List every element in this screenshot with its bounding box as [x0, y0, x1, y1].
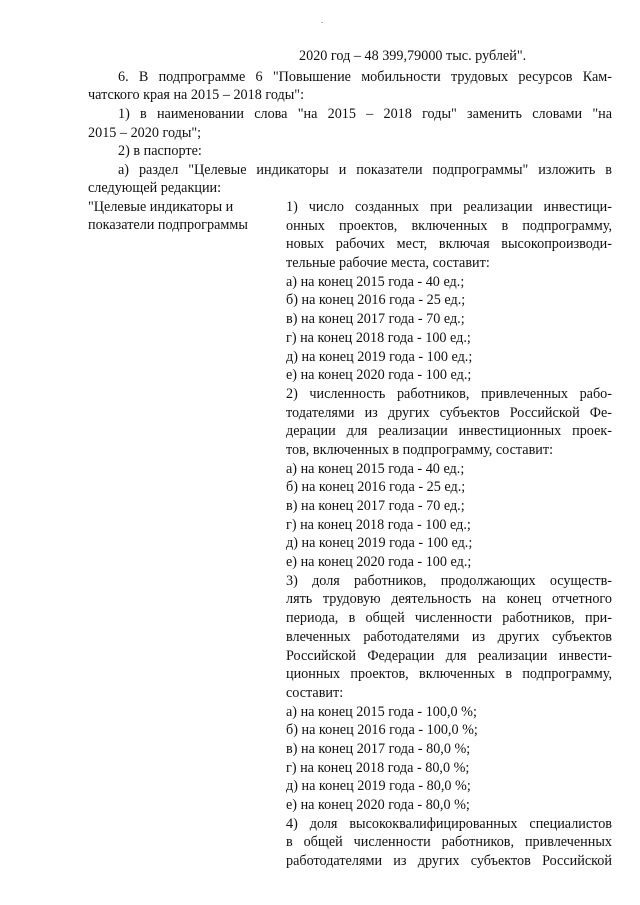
indicator-line: е) на конец 2020 года - 100 ед.;: [286, 554, 472, 571]
indicator-line: е) на конец 2020 года - 100 ед.;: [286, 367, 472, 384]
indicator-line: в) на конец 2017 года - 70 ед.;: [286, 311, 465, 328]
indicator-line: г) на конец 2018 года - 80,0 %;: [286, 759, 470, 776]
scan-speck: [321, 22, 323, 23]
budget-line: 2020 год – 48 399,79000 тыс. рублей".: [299, 48, 527, 64]
indicator-line: г) на конец 2018 года - 100 ед.;: [286, 516, 471, 533]
indicator-line: в общей численности работников, привлеченных: [286, 834, 612, 851]
indicator-line: е) на конец 2020 года - 80,0 %;: [286, 797, 470, 813]
indicators-content: [286, 198, 612, 871]
indicator-line: 3) доля работников, продолжающих осуществ-: [286, 572, 612, 589]
indicator-line: 4) доля высококвалифицированных специалистов: [286, 815, 612, 832]
indicator-line: работодателями из других субъектов Российской: [286, 853, 612, 870]
item-1-text-cont: 2015 – 2020 годы";: [88, 125, 202, 141]
item-1-text: 1) в наименовании слова "на 2015 – 2018 годы" заменить словами "на: [118, 106, 612, 122]
indicator-line: в) на конец 2017 года - 70 ед.;: [286, 498, 465, 514]
indicator-line: ционных проектов, включенных в подпрограмму,: [286, 666, 612, 683]
indicator-line: б) на конец 2016 года - 25 ед.;: [286, 479, 466, 496]
paragraph-6-heading-cont: чатского края на 2015 – 2018 годы":: [88, 87, 305, 103]
indicator-line: периода, в общей численности работников, при-: [286, 610, 612, 627]
indicator-line: д) на конец 2019 года - 100 ед.;: [286, 535, 473, 552]
indicator-line: б) на конец 2016 года - 100,0 %;: [286, 722, 478, 739]
indicator-line: дерации для реализации инвестиционных проек-: [286, 423, 612, 440]
paragraph-6-heading: 6. В подпрограмме 6 "Повышение мобильности трудовых ресурсов Кам-: [118, 69, 612, 85]
indicator-line: влеченных работодателями из других субъектов: [286, 628, 612, 645]
indicator-line: 1) число созданных при реализации инвестици-: [286, 199, 612, 215]
indicator-line: а) на конец 2015 года - 100,0 %;: [286, 703, 477, 720]
indicator-line: в) на конец 2017 года - 80,0 %;: [286, 740, 471, 757]
indicators-label: [88, 198, 268, 234]
indicator-line: г) на конец 2018 года - 100 ед.;: [286, 329, 471, 346]
indicator-line: б) на конец 2016 года - 25 ед.;: [286, 292, 466, 309]
indicator-line: тов, включенных в подпрограмму, составит:: [286, 441, 554, 458]
indicator-line: а) на конец 2015 года - 40 ед.;: [286, 460, 465, 477]
item-a-text-cont: следующей редакции:: [88, 180, 222, 196]
indicator-line: а) на конец 2015 года - 40 ед.;: [286, 273, 465, 290]
indicator-line: тодателями из других субъектов Российской Фе-: [286, 404, 612, 421]
indicators-label-line-1: "Целевые индикаторы и: [88, 199, 234, 215]
item-2-text: 2) в паспорте:: [118, 143, 202, 159]
indicator-line: составит:: [286, 684, 344, 701]
indicator-line: онных проектов, включенных в подпрограмму,: [286, 217, 612, 234]
indicator-line: Российской Федерации для реализации инвести-: [286, 647, 612, 664]
indicator-line: тельные рабочие места, составит:: [286, 255, 490, 272]
indicator-line: д) на конец 2019 года - 80,0 %;: [286, 778, 471, 795]
indicator-line: д) на конец 2019 года - 100 ед.;: [286, 348, 473, 365]
indicator-line: 2) численность работников, привлеченных рабо-: [286, 385, 612, 402]
indicator-line: лять трудовую деятельность на конец отчетного: [286, 591, 612, 608]
item-a-text: а) раздел "Целевые индикаторы и показатели подпрограммы" изложить в: [118, 162, 612, 178]
indicators-label-line-2: показатели подпрограммы: [88, 217, 248, 233]
indicator-line: новых рабочих мест, включая высокопроизводи-: [286, 236, 612, 253]
